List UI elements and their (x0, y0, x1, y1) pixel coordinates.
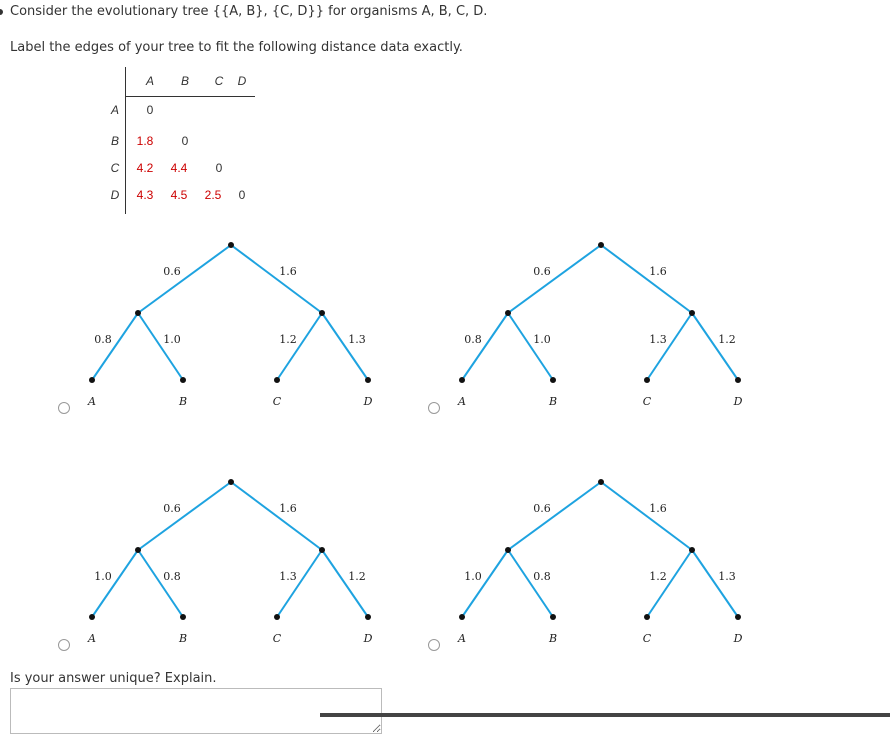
edge-label-right-d: 1.2 (718, 333, 736, 346)
tree-node-a (89, 614, 95, 620)
tree-node-c (274, 377, 280, 383)
matrix-row-label-d: D (110, 188, 120, 202)
edge-label-root-left: 0.6 (163, 265, 181, 278)
matrix-cell-b-a: 1.8 (136, 134, 154, 148)
leaf-label-b: B (178, 632, 188, 645)
tree-node-root (598, 242, 604, 248)
tree-node-d (365, 614, 371, 620)
edge-label-right-c: 1.2 (649, 570, 667, 583)
matrix-row-label-c: C (110, 161, 120, 175)
matrix-row-label-a: A (110, 103, 120, 117)
leaf-label-d: D (733, 395, 743, 408)
edge-label-root-left: 0.6 (163, 502, 181, 515)
tree-edge-root-left (508, 245, 601, 313)
tree-node-d (735, 614, 741, 620)
tree-edge-root-right (601, 245, 692, 313)
leaf-label-d: D (363, 395, 373, 408)
edge-label-root-right: 1.6 (279, 265, 297, 278)
tree-node-root (598, 479, 604, 485)
tree-node-r (319, 547, 325, 553)
matrix-header-d: D (237, 74, 247, 88)
edge-label-root-right: 1.6 (649, 265, 667, 278)
tree-option-2 (457, 242, 743, 408)
edge-label-right-c: 1.3 (279, 570, 297, 583)
edge-label-left-a: 1.0 (94, 570, 112, 583)
edge-label-right-d: 1.3 (348, 333, 366, 346)
bottom-divider (320, 713, 890, 717)
matrix-cell-c-a: 4.2 (136, 161, 154, 175)
question-text: Consider the evolutionary tree {{A, B}, {C, D}} for organisms A, B, C, D. (10, 4, 488, 19)
tree-node-r (689, 310, 695, 316)
tree-option-1 (87, 242, 373, 408)
tree-node-a (89, 377, 95, 383)
matrix-header-a: A (145, 74, 155, 88)
leaf-label-a: A (88, 395, 96, 408)
matrix-cell-d-a: 4.3 (136, 188, 154, 202)
tree-node-a (459, 614, 465, 620)
matrix-cell-c-c: 0 (215, 161, 223, 175)
tree-node-r (689, 547, 695, 553)
edge-label-root-left: 0.6 (533, 265, 551, 278)
tree-option-4 (457, 479, 743, 645)
tree-edge-root-right (231, 482, 322, 550)
edge-label-left-a: 0.8 (464, 333, 482, 346)
tree-node-b (550, 614, 556, 620)
matrix-cell-b-b: 0 (181, 134, 189, 148)
leaf-label-b: B (548, 395, 558, 408)
leaf-label-c: C (272, 632, 282, 645)
matrix-cell-d-d: 0 (238, 188, 246, 202)
leaf-label-c: C (642, 395, 652, 408)
edge-label-right-d: 1.3 (718, 570, 736, 583)
tree-node-c (274, 614, 280, 620)
tree-node-b (550, 377, 556, 383)
tree-node-l (135, 547, 141, 553)
matrix-header-c: C (214, 74, 224, 88)
tree-node-l (505, 310, 511, 316)
tree-edge-root-right (601, 482, 692, 550)
leaf-label-a: A (458, 395, 466, 408)
tree-node-b (180, 377, 186, 383)
edge-label-right-c: 1.2 (279, 333, 297, 346)
tree-node-c (644, 377, 650, 383)
instruction-text: Label the edges of your tree to fit the following distance data exactly. (10, 40, 463, 55)
edge-label-left-a: 0.8 (94, 333, 112, 346)
matrix-cell-d-c: 2.5 (204, 188, 222, 202)
leaf-label-c: C (642, 632, 652, 645)
edge-label-root-right: 1.6 (279, 502, 297, 515)
matrix-cell-c-b: 4.4 (170, 161, 188, 175)
edge-label-right-d: 1.2 (348, 570, 366, 583)
tree-node-r (319, 310, 325, 316)
leaf-label-d: D (363, 632, 373, 645)
leaf-label-d: D (733, 632, 743, 645)
leaf-label-c: C (272, 395, 282, 408)
edge-label-root-left: 0.6 (533, 502, 551, 515)
leaf-label-b: B (548, 632, 558, 645)
tree-node-root (228, 479, 234, 485)
tree-node-b (180, 614, 186, 620)
tree-node-d (735, 377, 741, 383)
matrix-row-label-b: B (110, 134, 120, 148)
matrix-cell-a-a: 0 (146, 103, 154, 117)
tree-node-a (459, 377, 465, 383)
leaf-label-b: B (178, 395, 188, 408)
tree-edge-root-left (138, 482, 231, 550)
edge-label-left-b: 1.0 (533, 333, 551, 346)
tree-edge-root-left (508, 482, 601, 550)
tree-node-d (365, 377, 371, 383)
followup-question: Is your answer unique? Explain. (10, 671, 217, 686)
tree-node-l (505, 547, 511, 553)
leaf-label-a: A (88, 632, 96, 645)
tree-node-l (135, 310, 141, 316)
tree-node-root (228, 242, 234, 248)
edge-label-left-b: 0.8 (163, 570, 181, 583)
edge-label-left-a: 1.0 (464, 570, 482, 583)
edge-label-root-right: 1.6 (649, 502, 667, 515)
tree-option-3 (87, 479, 373, 645)
matrix-cell-d-b: 4.5 (170, 188, 188, 202)
leaf-label-a: A (458, 632, 466, 645)
matrix-header-b: B (180, 74, 190, 88)
tree-edge-root-right (231, 245, 322, 313)
edge-label-left-b: 1.0 (163, 333, 181, 346)
edge-label-left-b: 0.8 (533, 570, 551, 583)
answer-textbox[interactable] (10, 688, 382, 734)
tree-edge-root-left (138, 245, 231, 313)
edge-label-right-c: 1.3 (649, 333, 667, 346)
tree-node-c (644, 614, 650, 620)
